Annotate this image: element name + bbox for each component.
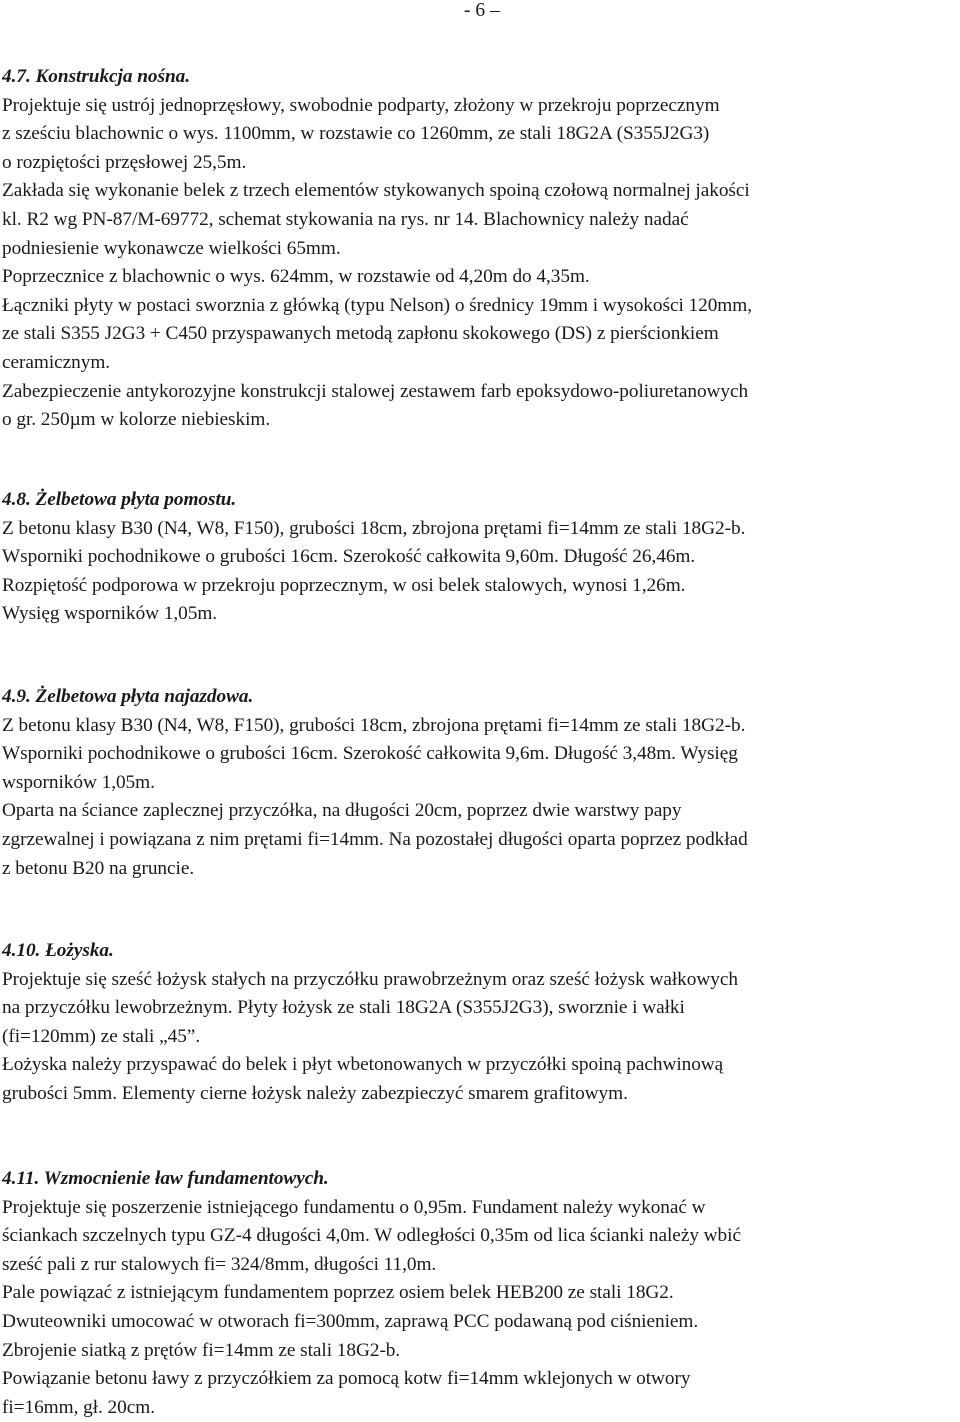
paragraph-line: Dwuteowniki umocować w otworach fi=300mm, zaprawą PCC podawaną pod ciśnieniem. xyxy=(2,1310,699,1332)
paragraph-line: ściankach szczelnych typu GZ-4 długości 4,0m. W odległości 0,35m od lica ścianki należy wbić xyxy=(2,1225,741,1247)
section-4-7-konstrukcja-nosna xyxy=(2,63,952,435)
paragraph-line: z betonu B20 na gruncie. xyxy=(2,857,195,879)
paragraph-line: kl. R2 wg PN-87/M-69772, schemat stykowania na rys. nr 14. Blachownicy należy nadać xyxy=(2,208,689,230)
paragraph-line: Zbrojenie siatką z prętów fi=14mm ze stali 18G2-b. xyxy=(2,1339,401,1361)
paragraph-line: ceramicznym. xyxy=(2,351,111,373)
paragraph-line: Wysięg wsporników 1,05m. xyxy=(2,603,218,625)
section-heading: 4.8. Żelbetowa płyta pomostu. xyxy=(2,489,237,510)
paragraph-line: Projektuje się ustrój jednoprzęsłowy, swobodnie podparty, złożony w przekroju poprzecznym xyxy=(2,94,720,116)
paragraph-line: Oparta na ściance zaplecznej przyczółka, na długości 20cm, poprzez dwie warstwy papy xyxy=(2,800,682,822)
paragraph-line: Zabezpieczenie antykorozyjne konstrukcji stalowej zestawem farb epoksydowo-poliuretanowych xyxy=(2,380,749,402)
paragraph-line: Wsporniki pochodnikowe o grubości 16cm. Szerokość całkowita 9,60m. Długość 26,46m. xyxy=(2,546,696,568)
paragraph-line: wsporników 1,05m. xyxy=(2,771,155,793)
section-heading: 4.10. Łożyska. xyxy=(2,940,114,961)
section-heading: 4.7. Konstrukcja nośna. xyxy=(2,66,190,87)
paragraph-line: Zakłada się wykonanie belek z trzech elementów stykowanych spoiną czołową normalnej jakości xyxy=(2,180,750,202)
paragraph-line: Rozpiętość podporowa w przekroju poprzecznym, w osi belek stalowych, wynosi 1,26m. xyxy=(2,574,686,596)
paragraph-line: (fi=120mm) ze stali „45”. xyxy=(2,1025,201,1047)
section-4-9-plyta-najazdowa xyxy=(2,683,952,883)
paragraph-line: o gr. 250µm w kolorze niebieskim. xyxy=(2,409,271,431)
page-number: - 6 – xyxy=(464,0,500,21)
paragraph-line: Pale powiązać z istniejącym fundamentem poprzez osiem belek HEB200 ze stali 18G2. xyxy=(2,1282,674,1304)
paragraph-line: Łożyska należy przyspawać do belek i płyt wbetonowanych w przyczółki spoiną pachwinową xyxy=(2,1054,724,1076)
paragraph-line: grubości 5mm. Elementy cierne łożysk należy zabezpieczyć smarem grafitowym. xyxy=(2,1082,628,1104)
section-heading: 4.9. Żelbetowa płyta najazdowa. xyxy=(2,686,254,707)
paragraph-line: Wsporniki pochodnikowe o grubości 16cm. Szerokość całkowita 9,6m. Długość 3,48m. Wysięg xyxy=(2,743,738,765)
paragraph-line: sześć pali z rur stalowych fi= 324/8mm, długości 11,0m. xyxy=(2,1253,437,1275)
paragraph-line: fi=16mm, gł. 20cm. xyxy=(2,1396,155,1418)
paragraph-line: Z betonu klasy B30 (N4, W8, F150), grubości 18cm, zbrojona prętami fi=14mm ze stali 18G2-b. xyxy=(2,714,746,736)
paragraph-line: ze stali S355 J2G3 + C450 przyspawanych metodą zapłonu skokowego (DS) z pierścionkiem xyxy=(2,323,719,345)
paragraph-line: Z betonu klasy B30 (N4, W8, F150), grubości 18cm, zbrojona prętami fi=14mm ze stali 18G2-b. xyxy=(2,517,746,539)
paragraph-line: Powiązanie betonu ławy z przyczółkiem za pomocą kotw fi=14mm wklejonych w otwory xyxy=(2,1368,691,1390)
paragraph-line: Łączniki płyty w postaci sworznia z główką (typu Nelson) o średnicy 19mm i wysokości 120mm, xyxy=(2,294,752,316)
paragraph-line: Poprzecznice z blachownic o wys. 624mm, w rozstawie od 4,20m do 4,35m. xyxy=(2,266,590,288)
paragraph-line: z sześciu blachownic o wys. 1100mm, w rozstawie co 1260mm, ze stali 18G2A (S355J2G3) xyxy=(2,123,710,145)
paragraph-line: podniesienie wykonawcze wielkości 65mm. xyxy=(2,237,341,259)
section-4-11-wzmocnienie-law xyxy=(2,1165,952,1422)
paragraph-line: Projektuje się sześć łożysk stałych na przyczółku prawobrzeżnym oraz sześć łożysk wałkowych xyxy=(2,968,738,990)
paragraph-line: Projektuje się poszerzenie istniejącego fundamentu o 0,95m. Fundament należy wykonać w xyxy=(2,1196,706,1218)
section-4-10-lozyska xyxy=(2,937,952,1109)
paragraph-line: zgrzewalnej i powiązana z nim prętami fi=14mm. Na pozostałej długości oparta poprzez podkład xyxy=(2,828,748,850)
paragraph-line: o rozpiętości przęsłowej 25,5m. xyxy=(2,151,247,173)
section-4-8-plyta-pomostu xyxy=(2,486,952,629)
paragraph-line: na przyczółku lewobrzeżnym. Płyty łożysk ze stali 18G2A (S355J2G3), sworznie i wałki xyxy=(2,997,685,1019)
section-heading: 4.11. Wzmocnienie ław fundamentowych. xyxy=(2,1168,329,1189)
